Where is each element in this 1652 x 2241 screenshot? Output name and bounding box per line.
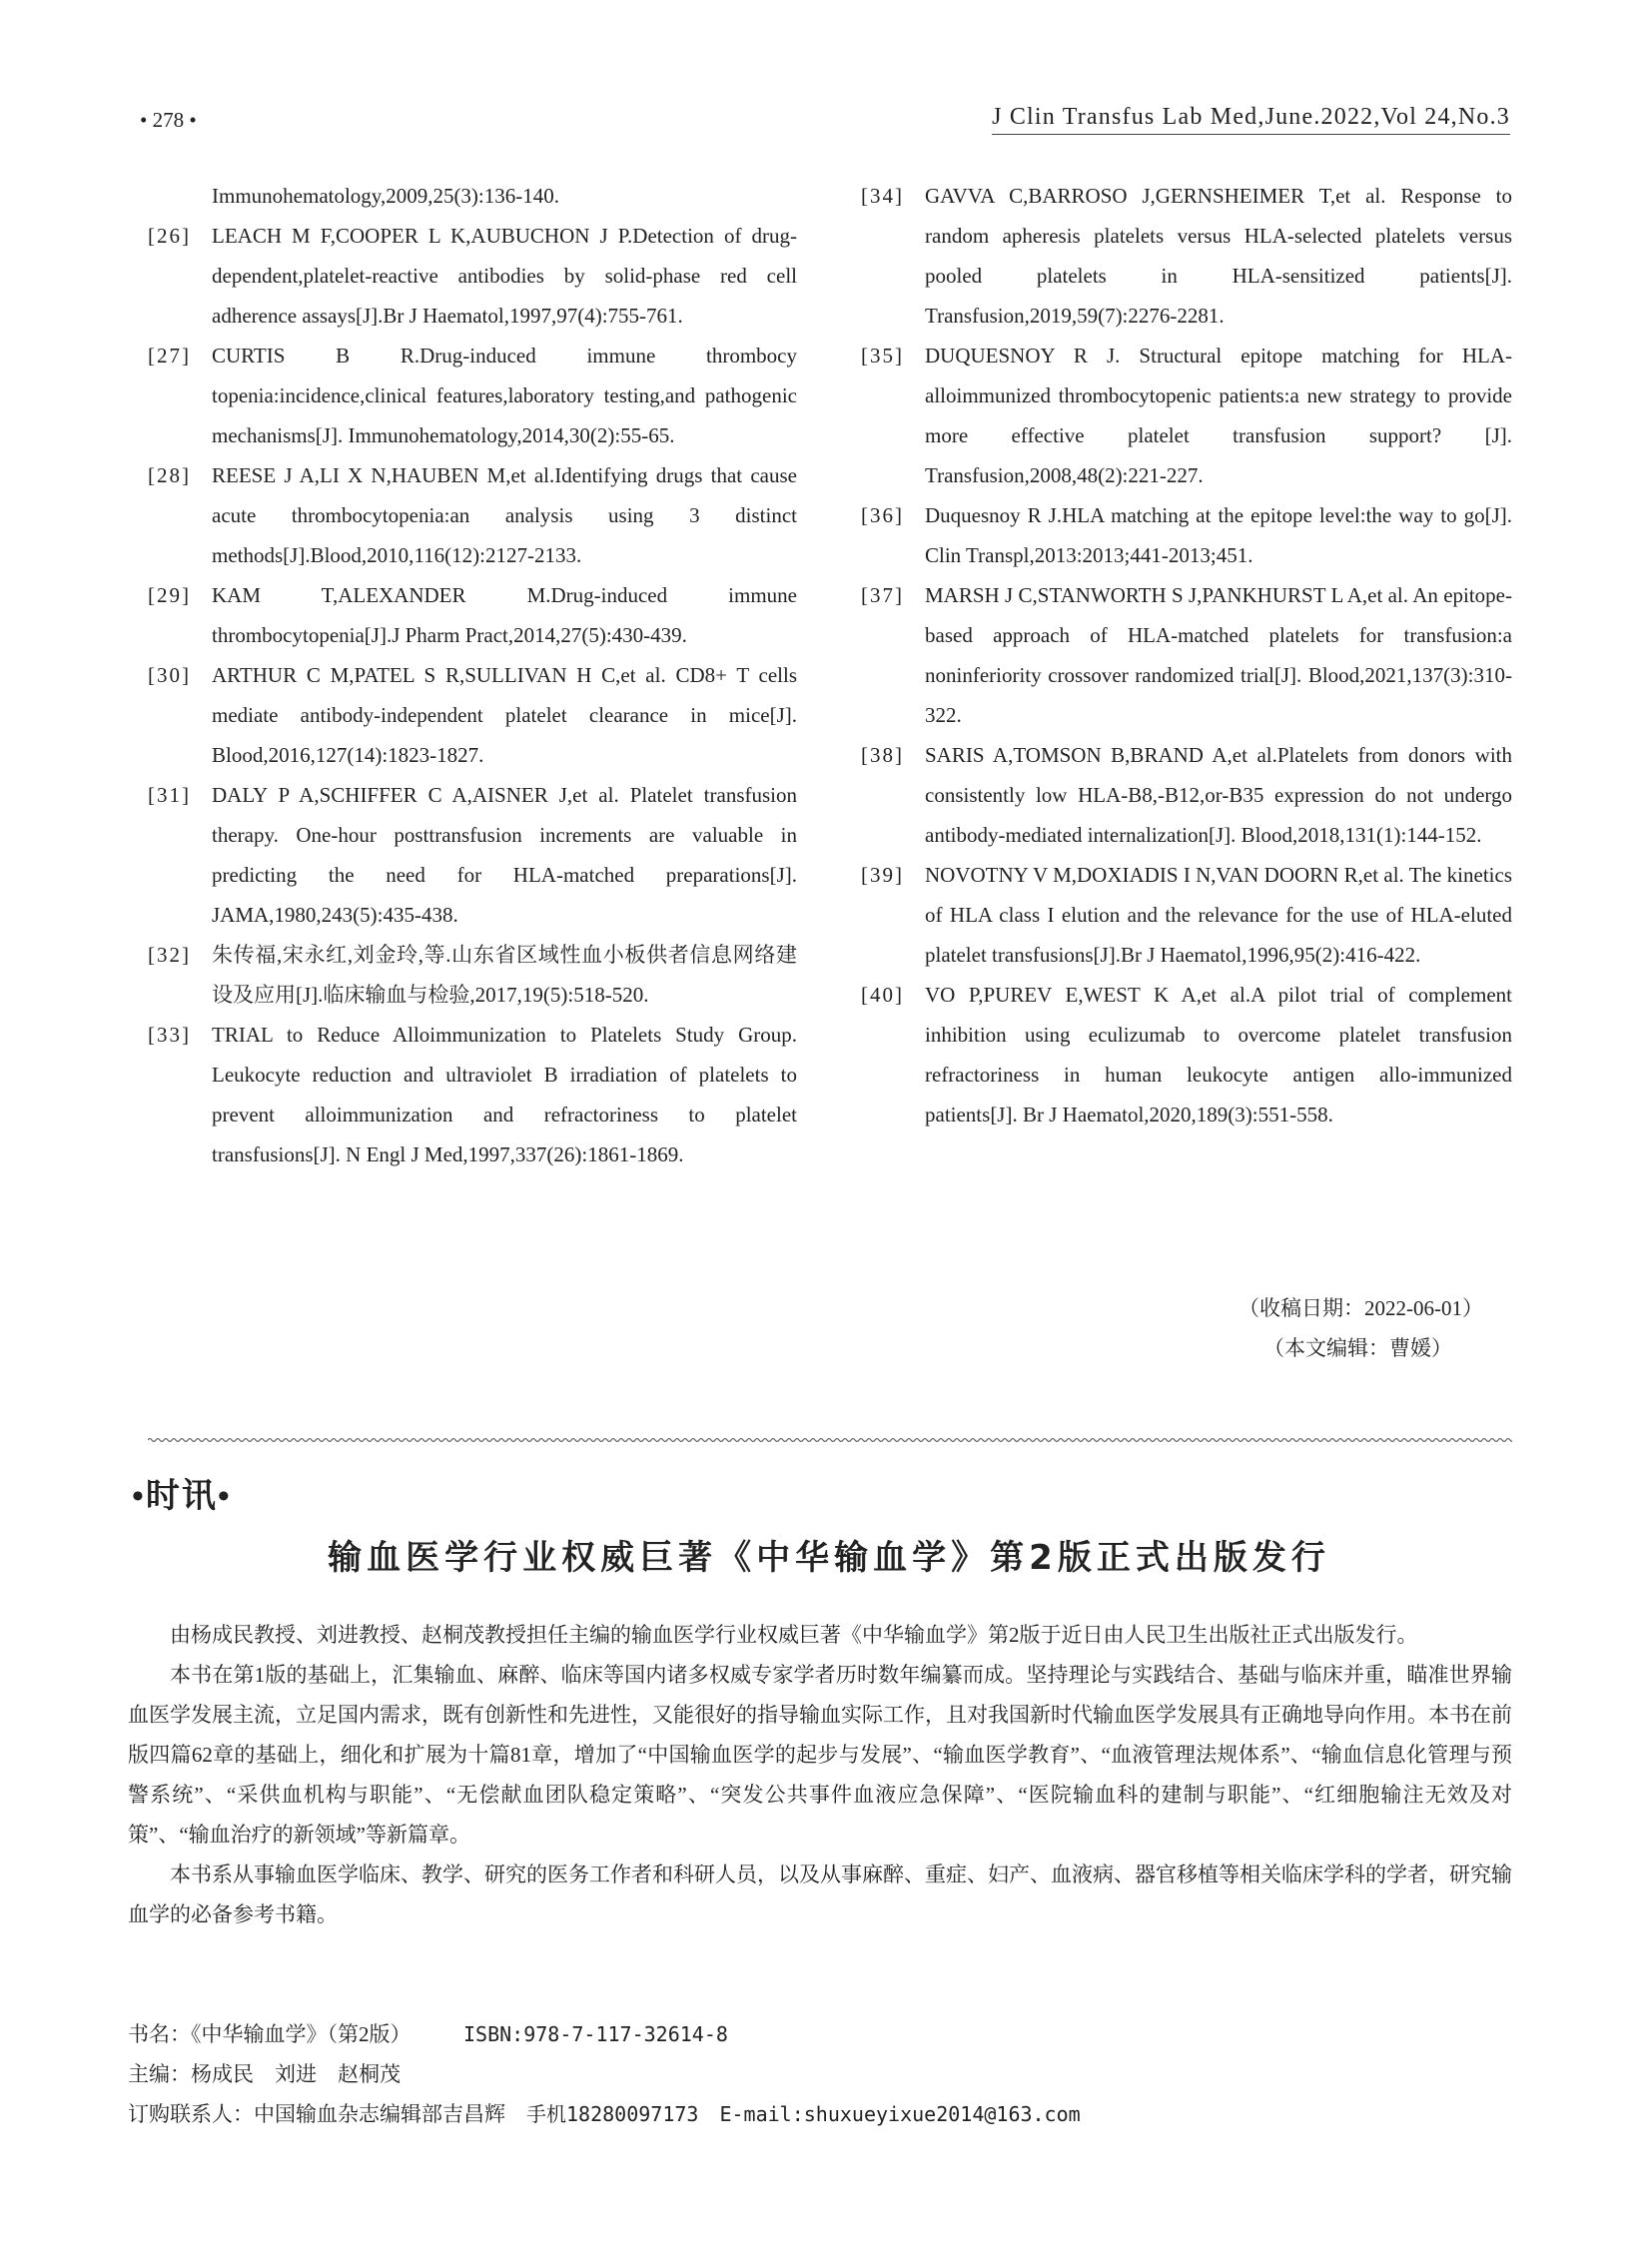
reference-number: [38] xyxy=(861,743,904,767)
reference-item xyxy=(861,975,1512,1134)
reference-item xyxy=(861,735,1512,855)
reference-item xyxy=(861,176,1512,336)
reference-text: KAM T,ALEXANDER M.Drug-induced immune thrombocytopenia[J].J Pharm Pract,2014,27(5):430-439. xyxy=(212,583,797,647)
reference-text: ARTHUR C M,PATEL S R,SULLIVAN H C,et al. CD8+ T cells mediate antibody-independent platelet clearance in mice[J]. Blood,2016,127(14):1823-1827. xyxy=(212,663,797,767)
references-left-column xyxy=(148,176,797,1174)
reference-item xyxy=(861,575,1512,735)
order-info-line xyxy=(128,2098,1081,2128)
reference-item xyxy=(148,1015,797,1174)
reference-number: [27] xyxy=(148,344,191,368)
reference-item xyxy=(148,655,797,775)
reference-item xyxy=(861,495,1512,575)
reference-number: [31] xyxy=(148,783,191,807)
book-editors: 主编：杨成民 刘进 赵桐茂 xyxy=(128,2062,401,2086)
isbn: ISBN:978-7-117-32614-8 xyxy=(463,2022,728,2046)
book-info-line xyxy=(128,2018,728,2048)
reference-text: LEACH M F,COOPER L K,AUBUCHON J P.Detection of drug-dependent,platelet-reactive antibodies by solid-phase red cell adherence assays[J].Br J Haematol,1997,97(4):755-761. xyxy=(212,224,797,328)
reference-number: [28] xyxy=(148,463,191,487)
reference-number: [37] xyxy=(861,583,904,607)
reference-number: [40] xyxy=(861,983,904,1007)
reference-item xyxy=(148,216,797,336)
news-paragraph: 本书系从事输血医学临床、教学、研究的医务工作者和科研人员，以及从事麻醉、重症、妇产、血液病、器官移植等相关临床学科的学者，研究输血学的必备参考书籍。 xyxy=(128,1863,1512,1926)
reference-text: GAVVA C,BARROSO J,GERNSHEIMER T,et al. Response to random apheresis platelets versus HLA-selected platelets versus pooled platelets in HLA-sensitized patients[J]. Transfusion,2019,59(7):2276-2281. xyxy=(925,184,1512,328)
page-number: • 278 • xyxy=(140,108,197,132)
reference-number: [32] xyxy=(148,943,191,967)
reference-text: REESE J A,LI X N,HAUBEN M,et al.Identifying drugs that cause acute thrombocytopenia:an analysis using 3 distinct methods[J].Blood,2010,116(12):2127-2133. xyxy=(212,463,797,567)
section-label: •时讯• xyxy=(132,1478,232,1515)
reference-item xyxy=(148,935,797,1015)
news-paragraph: 本书在第1版的基础上，汇集输血、麻醉、临床等国内诸多权威专家学者历时数年编纂而成。坚持理论与实践结合、基础与临床并重，瞄准世界输血医学发展主流，立足国内需求，既有创新性和先进性，又能很好的指导输血实际工作，且对我国新时代输血医学发展具有正确地导向作用。本书在前版四篇62章的基础上，细化和扩展为十篇81章，增加了“中国输血医学的起步与发展”、“输血医学教育”、“血液管理法规体系”、“输血信息化管理与预警系统”、“采供血机构与职能”、“无偿献血团队稳定策略”、“突发公共事件血液应急保障”、“医院输血科的建制与职能”、“红细胞输注无效及对策”、“输血治疗的新领域”等新篇章。 xyxy=(128,1663,1512,1847)
reference-text: 朱传福,宋永红,刘金玲,等.山东省区域性血小板供者信息网络建设及应用[J].临床输血与检验,2017,19(5):518-520. xyxy=(212,943,797,1007)
reference-text: TRIAL to Reduce Alloimmunization to Platelets Study Group. Leukocyte reduction and ultraviolet B irradiation of platelets to prevent alloimmunization and refractoriness to platelet transfusions[J]. N Engl J Med,1997,337(26):1861-1869. xyxy=(212,1023,797,1166)
reference-number: [30] xyxy=(148,663,191,687)
order-phone: 手机18280097173 xyxy=(526,2102,699,2126)
reference-text: Duquesnoy R J.HLA matching at the epitope level:the way to go[J]. Clin Transpl,2013:2013;441-2013;451. xyxy=(925,503,1512,567)
journal-citation: J Clin Transfus Lab Med,June.2022,Vol 24,No.3 xyxy=(992,104,1510,135)
reference-number: [29] xyxy=(148,583,191,607)
reference-number: [35] xyxy=(861,344,904,368)
reference-text: DALY P A,SCHIFFER C A,AISNER J,et al. Platelet transfusion therapy. One-hour posttransfusion increments are valuable in predicting the need for HLA-matched preparations[J]. JAMA,1980,243(5):435-438. xyxy=(212,783,797,927)
reference-text: SARIS A,TOMSON B,BRAND A,et al.Platelets from donors with consistently low HLA-B8,-B12,or-B35 expression do not undergo antibody-mediated internalization[J]. Blood,2018,131(1):144-152. xyxy=(925,743,1512,847)
reference-item xyxy=(861,336,1512,495)
reference-text: VO P,PUREV E,WEST K A,et al.A pilot trial of complement inhibition using eculizumab to overcome platelet transfusion refractoriness in human leukocyte antigen allo-immunized patients[J]. Br J Haematol,2020,189(3):551-558. xyxy=(925,983,1512,1126)
reference-item xyxy=(148,336,797,455)
reference-text: Immunohematology,2009,25(3):136-140. xyxy=(212,184,560,208)
reference-number: [26] xyxy=(148,224,191,248)
reference-text: NOVOTNY V M,DOXIADIS I N,VAN DOORN R,et al. The kinetics of HLA class I elution and the relevance for the use of HLA-eluted platelet transfusions[J].Br J Haematol,1996,95(2):416-422. xyxy=(925,863,1512,967)
wavy-divider xyxy=(148,1436,1512,1444)
reference-number: [39] xyxy=(861,863,904,887)
reference-item xyxy=(148,775,797,935)
reference-number: [36] xyxy=(861,503,904,527)
reference-item xyxy=(148,575,797,655)
book-name: 书名：《中华输血学》（第2版） xyxy=(128,2022,412,2046)
reference-number: [33] xyxy=(148,1023,191,1047)
news-title: 输血医学行业权威巨著《中华输血学》第2版正式出版发行 xyxy=(328,1538,1330,1578)
news-body xyxy=(128,1615,1512,1934)
reference-item xyxy=(148,455,797,575)
reference-item xyxy=(861,855,1512,975)
received-date: （收稿日期：2022-06-01） xyxy=(1239,1296,1483,1320)
order-email: E-mail:shuxueyixue2014@163.com xyxy=(719,2102,1081,2126)
reference-text: DUQUESNOY R J. Structural epitope matching for HLA-alloimmunized thrombocytopenic patients:a new strategy to provide more effective platelet transfusion support? [J]. Transfusion,2008,48(2):221-227. xyxy=(925,344,1512,487)
references-right-column xyxy=(861,176,1512,1134)
reference-number: [34] xyxy=(861,184,904,208)
reference-text: MARSH J C,STANWORTH S J,PANKHURST L A,et al. An epitope-based approach of HLA-matched platelets for transfusion:a noninferiority crossover randomized trial[J]. Blood,2021,137(3):310-322. xyxy=(925,583,1512,727)
order-contact: 订购联系人：中国输血杂志编辑部吉昌辉 xyxy=(128,2102,505,2126)
reference-text: CURTIS B R.Drug-induced immune thrombocy topenia:incidence,clinical features,laboratory testing,and pathogenic mechanisms[J]. Immunohematology,2014,30(2):55-65. xyxy=(212,344,797,447)
article-editor: （本文编辑：曹媛） xyxy=(1263,1336,1452,1360)
page-header xyxy=(140,104,1510,138)
news-paragraph: 由杨成民教授、刘进教授、赵桐茂教授担任主编的输血医学行业权威巨著《中华输血学》第2版于近日由人民卫生出版社正式出版发行。 xyxy=(170,1623,1418,1647)
reference-item xyxy=(148,176,797,216)
